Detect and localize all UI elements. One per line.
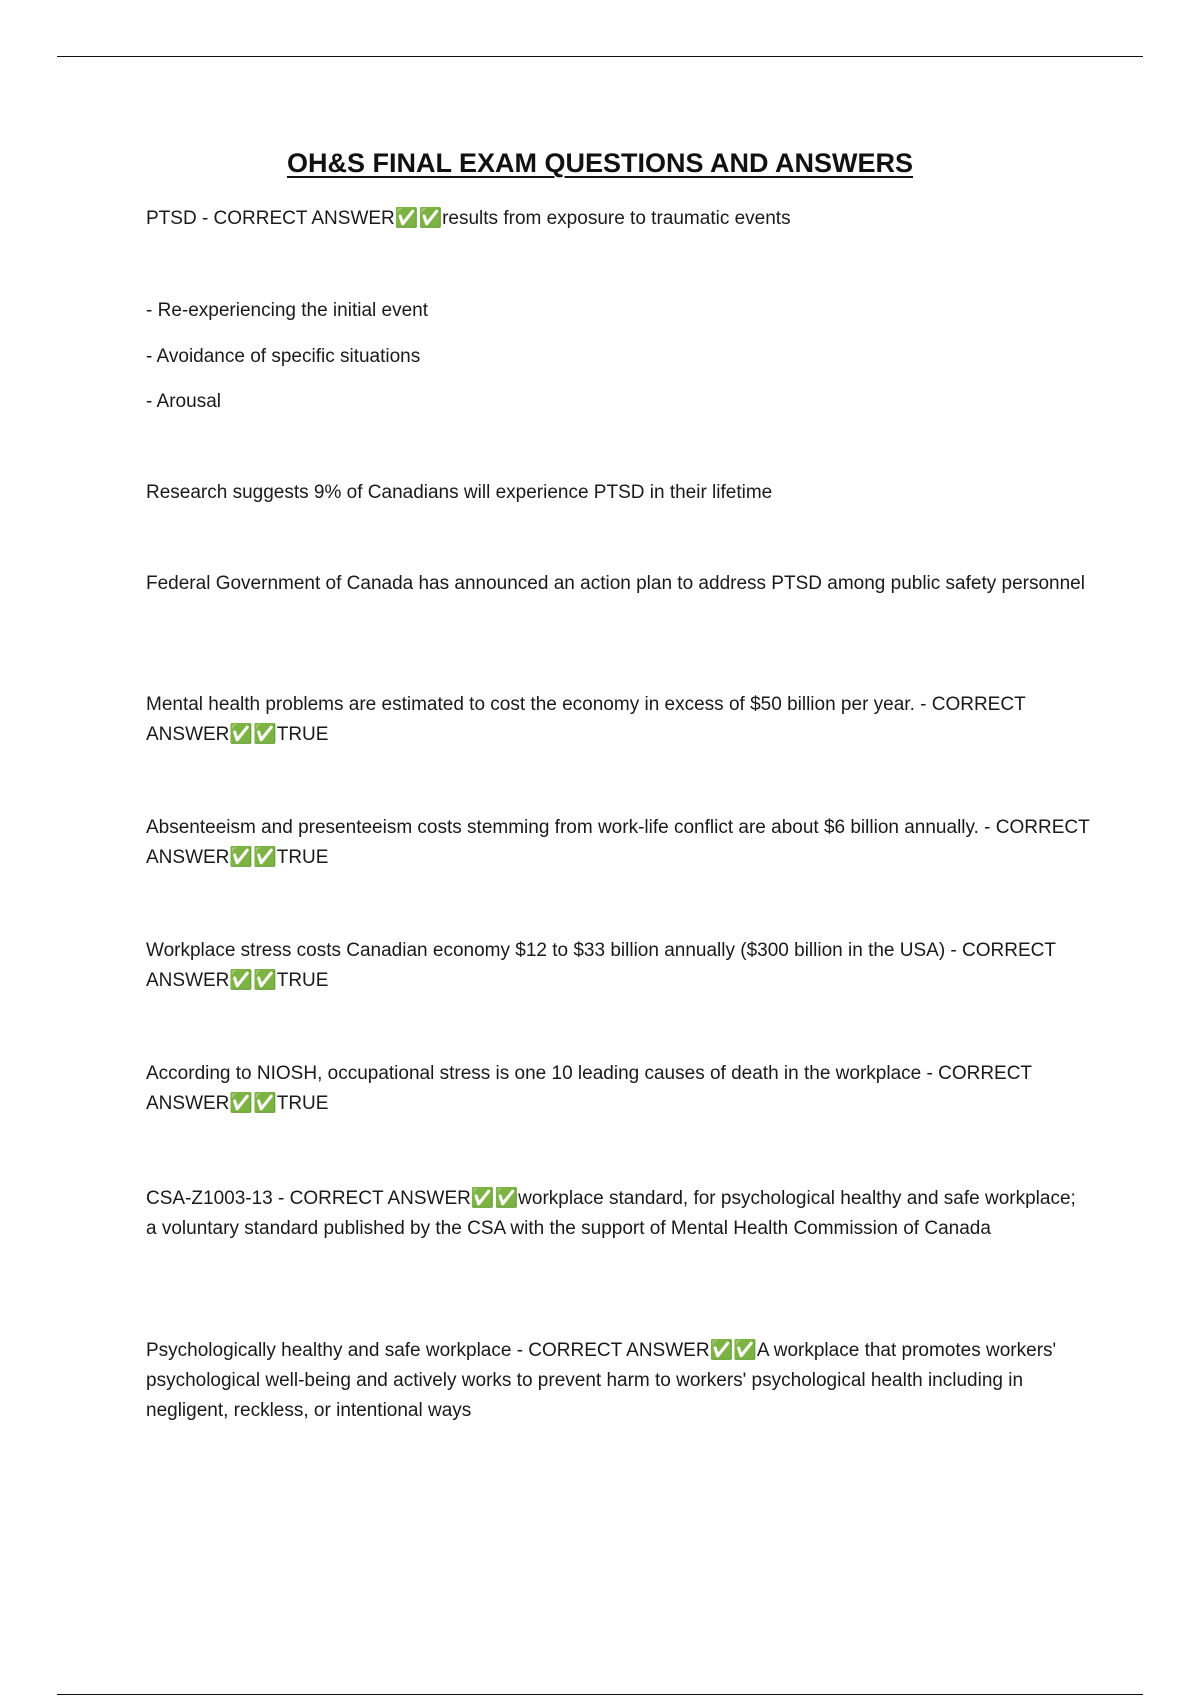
qa-niosh: According to NIOSH, occupational stress is one 10 leading causes of death in the workplace - CORRECT ANSWER✅✅TRUE — [146, 1063, 1032, 1114]
bullet-re-experiencing: - Re-experiencing the initial event — [146, 300, 428, 321]
bullet-avoidance: - Avoidance of specific situations — [146, 346, 421, 367]
document-title: OH&S FINAL EXAM QUESTIONS AND ANSWERS — [286, 148, 914, 178]
qa-mental-health-cost: Mental health problems are estimated to cost the economy in excess of $50 billion per year. - CORRECT ANSWER✅✅TRUE — [146, 694, 1026, 745]
statement-federal-plan: Federal Government of Canada has announced an action plan to address PTSD among public safety personnel — [146, 573, 1085, 594]
qa-healthy-workplace: Psychologically healthy and safe workplace - CORRECT ANSWER✅✅A workplace that promotes workers' psychological well-being and actively works to prevent harm to workers' psychological health including in negligent, reckless, or intentional ways — [146, 1340, 1057, 1421]
bullet-arousal: - Arousal — [146, 391, 221, 412]
header-rule — [57, 56, 1143, 57]
qa-workplace-stress-cost: Workplace stress costs Canadian economy $12 to $33 billion annually ($300 billion in the USA) - CORRECT ANSWER✅✅TRUE — [146, 940, 1056, 991]
footer-rule — [57, 1694, 1143, 1695]
qa-ptsd: PTSD - CORRECT ANSWER✅✅results from exposure to traumatic events — [146, 208, 791, 229]
statement-research: Research suggests 9% of Canadians will experience PTSD in their lifetime — [146, 482, 773, 503]
qa-absenteeism: Absenteeism and presenteeism costs stemming from work-life conflict are about $6 billion annually. - CORRECT ANSWER✅✅TRUE — [146, 817, 1090, 868]
qa-csa-standard: CSA-Z1003-13 - CORRECT ANSWER✅✅workplace standard, for psychological healthy and safe workplace; a voluntary standard published by the CSA with the support of Mental Health Commission of Canada — [146, 1188, 1076, 1239]
